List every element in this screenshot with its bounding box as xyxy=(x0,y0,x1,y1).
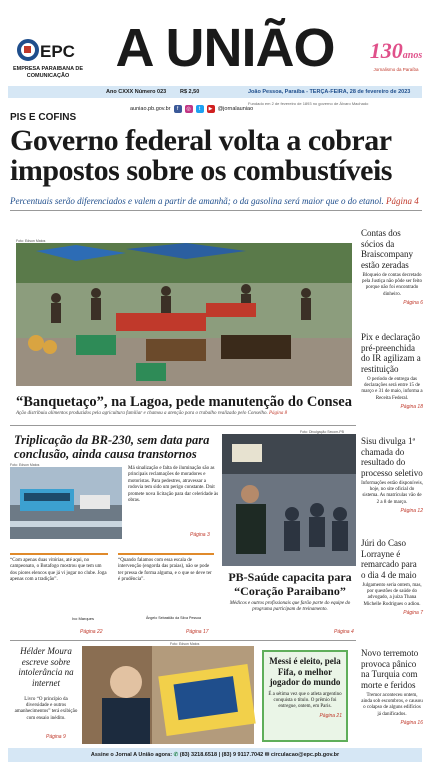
rc-headline: Júri do Caso Lorrayne é remarcado para o dia 4 de maio xyxy=(361,538,417,580)
pbsaude-page: Página 4 xyxy=(334,629,354,635)
anniversary-label: Jornalismo da Paraíba xyxy=(373,67,419,72)
photo-credit: Foto: Edson Matos xyxy=(16,239,46,243)
twitter-icon[interactable]: t xyxy=(196,105,204,113)
rc-page: Página 16 xyxy=(400,719,423,726)
banquetaco-headline[interactable]: “Banquetaço”, na Lagoa, pede manutenção do Consea xyxy=(16,394,352,410)
rc-body: Julgamento seria ontem, mas, por questões de saúde do advogado, a juíza Thana Michelle Rodrigues o adiou. xyxy=(362,583,422,607)
quote-1-page: Página 22 xyxy=(80,629,103,635)
rc-headline: Contas dos sócios da Braiscompany estão zeradas xyxy=(361,228,413,270)
masthead xyxy=(0,0,430,112)
facebook-icon[interactable]: f xyxy=(174,105,182,113)
messi-box[interactable] xyxy=(262,650,348,742)
messi-page: Página 21 xyxy=(319,713,342,720)
divider xyxy=(10,210,422,211)
pbsaude-photo[interactable] xyxy=(222,434,356,566)
rc-item[interactable] xyxy=(361,648,423,726)
edition-number: Ano CXXX Número 023 xyxy=(106,89,167,95)
kicker: PIS E COFINS xyxy=(10,112,77,123)
br230-text: Má sinalização e falta de iluminação são as principais reclamações de moradores e motoristas. Para pedestres, atravessar a rodovia tem sido um perigo constante. Dnit promete nova licitação para dar celeridade às obras. xyxy=(128,466,219,504)
rc-headline: Sisu divulga 1ª chamada do resultado do processo seletivo xyxy=(361,436,423,478)
quote-1-author: Ivo Marques xyxy=(72,616,95,621)
rc-item[interactable] xyxy=(361,228,423,332)
helder-page: Página 9 xyxy=(46,734,66,740)
divider xyxy=(10,425,356,426)
quote-2-author: Ângelo Sebastião da Silva Pessoa xyxy=(146,616,201,620)
quote-1: “Com apenas duas vitórias, até aqui, no campeonato, o Botafogo mostrou que tem um dos piores elencos que já vi jogar no clube. Joga apenas com a tradição”. xyxy=(10,558,107,583)
brand-short: EPC xyxy=(40,42,75,61)
rc-page: Página 18 xyxy=(400,403,423,410)
price: R$ 2,50 xyxy=(180,89,200,95)
newspaper-title: A UNIÃO xyxy=(115,18,335,78)
footer-email[interactable]: circulacao@epc.pb.gov.br xyxy=(270,752,340,758)
founding-note: Fundado em 2 de fevereiro de 1893 no governo de Álvaro Machado xyxy=(248,101,369,106)
rc-item[interactable] xyxy=(361,436,423,538)
social-handle[interactable]: @jornalauniao xyxy=(217,106,254,112)
helder-photo[interactable] xyxy=(82,646,254,744)
rc-item[interactable] xyxy=(361,332,423,436)
rc-page: Página 6 xyxy=(403,299,423,306)
rc-page: Página 7 xyxy=(403,609,423,616)
rc-body: Bloqueio de contas decretado pela Justiça não pôde ser feito porque não foi encontrado dinheiro. xyxy=(361,273,423,297)
brand-name: EMPRESA PARAIBANA DE COMUNICAÇÃO xyxy=(12,66,84,79)
quote-rule xyxy=(10,553,108,555)
br230-photo[interactable] xyxy=(10,467,122,539)
banquetaco-photo[interactable] xyxy=(16,243,352,386)
epc-logo xyxy=(18,36,75,64)
mail-icon: ✉ xyxy=(264,752,270,758)
pbsaude-headline[interactable]: PB-Saúde capacita para “Coração Paraibano” xyxy=(228,570,352,598)
info-bar xyxy=(8,86,422,106)
quote-2: “Quando falamos com essa escala de intervenção (engorda das praias), não se pode ter pressa de forma alguma, e o que se deve ter é prudência”. xyxy=(118,558,212,583)
website-link[interactable]: auniao.pb.gov.br xyxy=(130,106,171,112)
anniversary-number: 130anos xyxy=(369,38,423,63)
helder-credit: Foto: Edson Matos xyxy=(170,642,200,646)
rc-body: Tremor aconteceu ontem, ainda sob escombros, e causou o colapso de alguns edifícios já danificados. xyxy=(361,693,423,717)
youtube-icon[interactable]: ▶ xyxy=(207,105,215,113)
messi-text: É a sétima vez que o atleta argentino conquista o título. O prêmio foi entregue, ontem, em Paris. xyxy=(268,691,342,709)
rc-body: Informações estão disponíveis, hoje, no site oficial do sistema. As matrículas vão de 2 a 8 de março. xyxy=(361,481,423,505)
br230-credit: Foto: Edson Matos xyxy=(10,463,40,467)
divider xyxy=(10,640,356,641)
pbsaude-credit: Foto: Divulgação Secom-PB xyxy=(300,430,344,434)
rc-body: O período de entrega das declarações será entre 15 de março e 31 de maio, informa a Receita Federal. xyxy=(361,377,423,401)
subscription-footer xyxy=(8,748,422,762)
main-headline[interactable]: Governo federal volta a cobrar impostos sobre os combustíveis xyxy=(10,124,392,187)
social-row xyxy=(130,104,253,114)
footer-phones[interactable]: (83) 3218.6518 | (83) 9 9117.7042 xyxy=(179,752,264,758)
dateline: João Pessoa, Paraíba - TERÇA-FEIRA, 28 de fevereiro de 2023 xyxy=(248,89,411,95)
anniversary-seal xyxy=(368,40,424,73)
instagram-icon[interactable]: ◎ xyxy=(186,106,191,112)
messi-headline: Messi é eleito, pela Fifa, o melhor jogador do mundo xyxy=(269,656,341,687)
footer-cta: Assine o Jornal A União agora: xyxy=(90,752,173,758)
main-page-ref: Página 4 xyxy=(386,196,419,206)
rc-page: Página 12 xyxy=(400,507,423,514)
helder-text: Livro “O princípio da diversidade e outros amanhecimentos” terá exibição com ensaio inédito. xyxy=(14,697,78,721)
rc-headline: Pix e declaração pré-preenchida do IR agilizam a restituição xyxy=(361,332,421,374)
rc-headline: Novo terremoto provoca pânico na Turquia com morte e feridos xyxy=(361,648,419,690)
quote-rule xyxy=(118,553,214,555)
right-column xyxy=(361,228,423,726)
whatsapp-icon: ✆ xyxy=(173,752,179,758)
pbsaude-text: Médicos e outros profissionais que farão parte do equipe do programa participam de treinamento. xyxy=(229,601,351,613)
rc-item[interactable] xyxy=(361,538,423,648)
br230-headline[interactable]: Triplicação da BR-230, sem data para conclusão, ainda causa transtornos xyxy=(14,433,210,461)
br230-page: Página 3 xyxy=(190,532,210,538)
helder-headline[interactable]: Hélder Moura escreve sobre intolerância na internet xyxy=(18,646,74,688)
banquetaco-caption: Ação distribuiu alimentos produzidos pela agricultura familiar e chamou a atenção para o trabalho realizado pelo Conselho. Página 8 xyxy=(16,411,288,416)
quote-2-page: Página 17 xyxy=(186,629,209,635)
main-subhead: Percentuais serão diferenciados e valem a partir de amanhã; o da gasolina será maior que o do etanol. Página 4 xyxy=(10,196,419,206)
